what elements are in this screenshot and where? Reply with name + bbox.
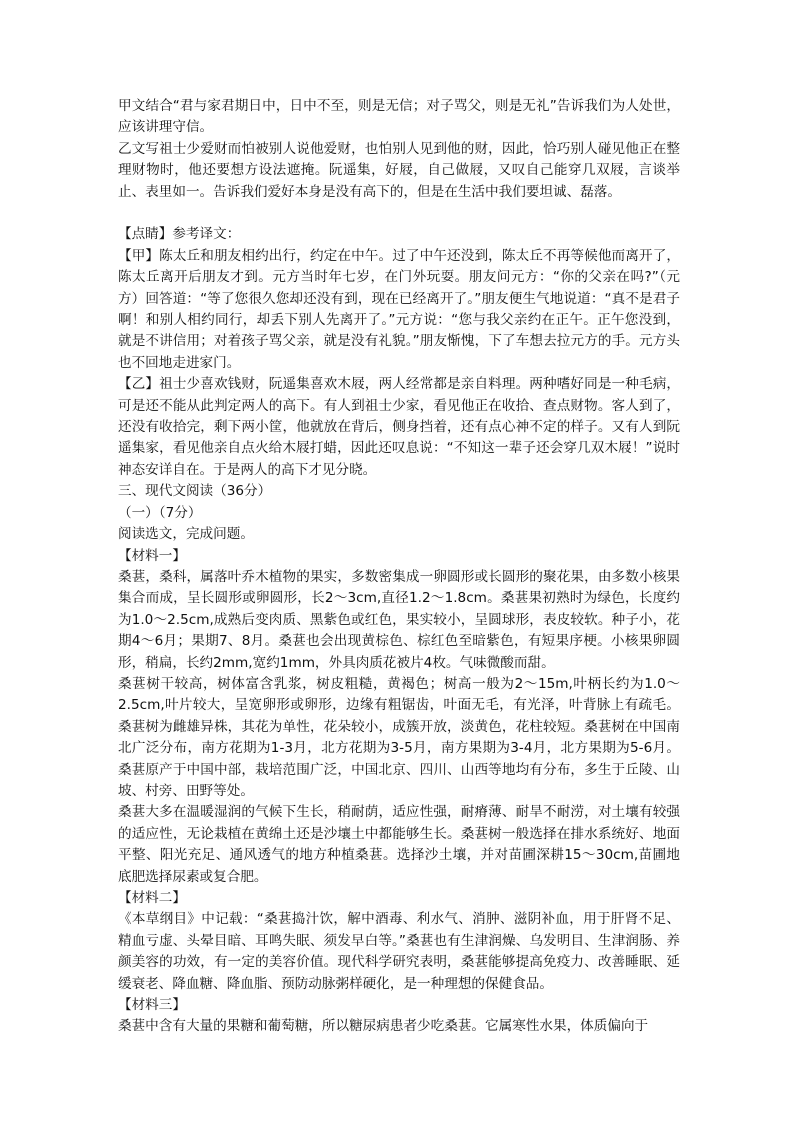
material-one-heading: 【材料一】: [118, 547, 186, 564]
dianjing-heading: 【点睛】参考译文：: [118, 226, 241, 243]
material-one-paragraph-3: 桑葚大多在温暖湿润的气候下生长，稍耐荫，适应性强，耐瘠薄、耐旱不耐涝，对土壤有较强的适应性，无论栽植在黄绵土还是沙壤土中都能够生长。桑葚树一般选择在排水系统好、地面平整、阳光充足、通风透气的地方种植桑葚。选择沙土壤，并对苗圃深耕15～30cm,苗圃地底肥选择尿素或复合肥。: [118, 804, 680, 885]
translation-yi: 【乙】祖士少喜欢钱财，阮遥集喜欢木屐，两人经常都是亲自料理。两种嗜好同是一种毛病，可是还不能从此判定两人的高下。有人到祖士少家，看见他正在收拾、查点财物。客人到了，还没有收拾完，剩下两小筐，他就放在背后，侧身挡着，还有点心神不定的样子。又有人到阮遥集家，看见他亲自点火给木屐打蜡，因此还叹息说：“不知这一辈子还会穿几双木屐！”说时神态安详自在。于是两人的高下才见分晓。: [118, 376, 680, 478]
blank-line: [118, 203, 680, 224]
instruction-text: 阅读选文，完成问题。: [118, 526, 254, 543]
material-three-paragraph: 桑葚中含有大量的果糖和葡萄糖，所以糖尿病患者少吃桑葚。它属寒性水果，体质偏向于: [118, 1018, 649, 1035]
material-one-paragraph-1: 桑葚，桑科，属落叶乔木植物的果实，多数密集成一卵圆形或长圆形的聚花果，由多数小核果集合而成，呈长圆形或卵圆形，长2～3cm,直径1.2～1.8cm。桑葚果初熟时为绿色，长度约为1.0～2.5cm,成熟后变肉质、黑紫色或红色，果实较小，呈圆球形，表皮较软。种子小，花期4～6月；果期7、8月。桑葚也会出现黄棕色、棕红色至暗紫色，有短果序梗。小核果卵圆形，稍扁，长约2mm,宽约1mm，外具肉质花被片4枚。气味微酸而甜。: [118, 568, 680, 671]
section-heading-modern-reading: 三、现代文阅读（36分）: [118, 483, 272, 500]
material-two-paragraph: 《本草纲目》中记载：“桑葚捣汁饮，解中酒毒、利水气、消肿、滋阴补血，用于肝肾不足、精血亏虚、头晕目暗、耳鸣失眠、须发早白等。”桑葚也有生津润燥、乌发明目、生津润肠、养颜美容的功效，有一定的美容价值。现代科学研究表明，桑葚能够提高免疫力、改善睡眠、延缓衰老、降血糖、降血脂、预防动脉粥样硬化，是一种理想的保健食品。: [118, 911, 680, 992]
translation-jia: 【甲】陈太丘和朋友相约出行，约定在中午。过了中午还没到，陈太丘不再等候他而离开了，陈太丘离开后朋友才到。元方当时年七岁，在门外玩耍。朋友问元方：“你的父亲在吗?”（元方）回答道：“等了您很久您却还没有到，现在已经离开了。”朋友便生气地说道：“真不是君子啊！和别人相约同行，却丢下别人先离开了。”元方说：“您与我父亲约在正午。正午您没到，就是不讲信用；对着孩子骂父亲，就是没有礼貌。”朋友惭愧，下了车想去拉元方的手。元方头也不回地走进家门。: [118, 247, 680, 371]
material-one-paragraph-2: 桑葚树干较高，树体富含乳浆，树皮粗糙，黄褐色；树高一般为2～15m,叶柄长约为1.0～2.5cm,叶片较大，呈宽卵形或卵形，边缘有粗锯齿，叶面无毛，有光泽，叶背脉上有疏毛。桑葚树为雌雄异株，其花为单性，花朵较小，成簇开放，淡黄色，花柱较短。桑葚树在中国南北广泛分布，南方花期为1-3月，北方花期为3-5月，南方果期为3-4月，北方果期为5-6月。桑葚原产于中国中部，栽培范围广泛，中国北京、四川、山西等地均有分布，多生于丘陵、山坡、村旁、田野等处。: [118, 675, 680, 799]
material-three-heading: 【材料三】: [118, 997, 186, 1014]
document-page: [118, 96, 680, 1038]
paragraph-yi-analysis: 乙文写祖士少爱财而怕被别人说他爱财，也怕别人见到他的财，因此，恰巧别人碰见他正在整理财物时，他还要想方设法遮掩。阮遥集，好屐，自己做屐，又叹自己能穿几双屐，言谈举止、表里如一。告诉我们爱好本身是没有高下的，但是在生活中我们要坦诚、磊落。: [118, 140, 680, 200]
material-two-heading: 【材料二】: [118, 890, 186, 907]
subsection-heading-one: （一）（7分）: [118, 504, 202, 521]
paragraph-jia-analysis: 甲文结合“君与家君期日中，日中不至，则是无信；对子骂父，则是无礼”告诉我们为人处世，应该讲理守信。: [118, 98, 680, 136]
